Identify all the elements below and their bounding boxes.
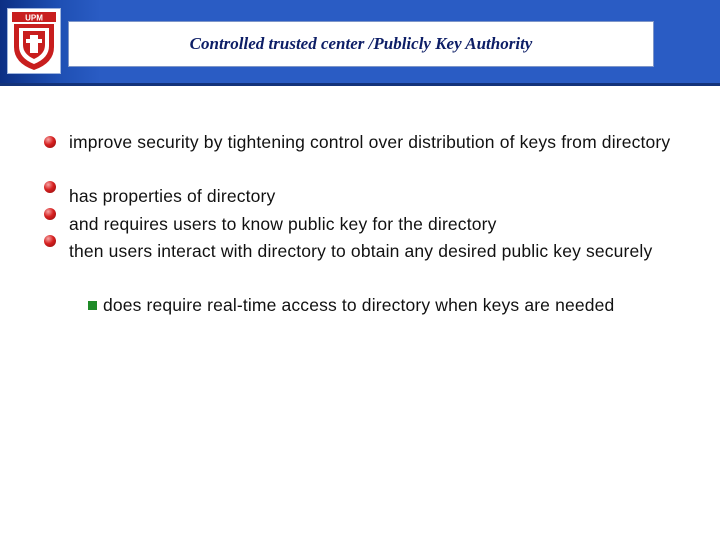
bullet-item: and requires users to know public key for the directory [69,214,497,234]
bullet-item: improve security by tightening control over distribution of keys from directory [69,132,671,152]
red-ball-bullet-icon [44,208,56,220]
sub-bullet-item: does require real-time access to directory when keys are needed [103,295,615,315]
slide-title: Controlled trusted center /Publicly Key Authority [189,34,533,53]
red-ball-bullet-icon [44,235,56,247]
bullet-item: then users interact with directory to obtain any desired public key securely [69,241,653,261]
bullet-item: has properties of directory [69,186,276,206]
green-square-bullet-icon [88,301,97,310]
red-ball-bullet-icon [44,136,56,148]
red-ball-bullet-icon [44,181,56,193]
svg-text:UPM: UPM [25,13,43,23]
